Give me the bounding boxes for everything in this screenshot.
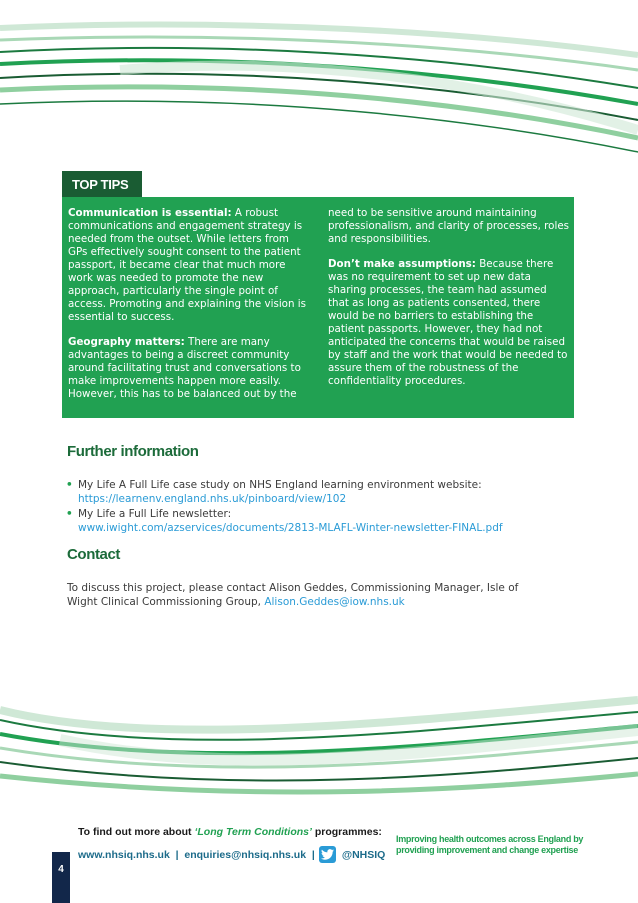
twitter-icon[interactable]: [319, 846, 336, 863]
top-tips-right-column: [328, 207, 570, 400]
contact-email-link[interactable]: Alison.Geddes@iow.nhs.uk: [264, 596, 405, 608]
newsletter-link[interactable]: www.iwight.com/azservices/documents/2813-MLAFL-Winter-newsletter-FINAL.pdf: [78, 522, 503, 534]
tip-geography: Geography matters: There are many advantages to being a discreet community around facilitating trust and conversations to make improvements happen more easily. However, this has to be balanced out by the: [68, 336, 301, 400]
bullet-icon: •: [66, 508, 73, 520]
contact-text: To discuss this project, please contact Alison Geddes, Commissioning Manager, Isle of Wight Clinical Commissioning Group, Alison.Geddes@iow.nhs.uk: [67, 582, 519, 608]
nhsiq-tagline: Improving health outcomes across England by providing improvement and change expertise: [396, 834, 584, 855]
list-item: • My Life a Full Life newsletter: www.iwight.com/azservices/documents/2813-MLAFL-Winter-newsletter-FINAL.pdf: [66, 507, 546, 535]
decorative-swoosh-top: [0, 0, 638, 160]
footer-links: [78, 846, 385, 863]
tip-communication: Communication is essential: A robust communications and engagement strategy is needed from the outset. While letters from GPs effectively sought consent to the patient passport, it became clear that much more work was needed to promote the new approach, particularly the single point of access. Promoting and explaining the vision is essential to success.: [68, 207, 306, 323]
list-item: • My Life A Full Life case study on NHS England learning environment website: https://learnenv.england.nhs.uk/pinboard/view/102: [66, 478, 546, 506]
top-tips-tab: TOP TIPS: [62, 171, 142, 198]
top-tips-box: [62, 197, 574, 418]
tip-geography-continued: need to be sensitive around maintaining professionalism, and clarity of processes, roles and responsibilities.: [328, 207, 570, 245]
case-study-link[interactable]: https://learnenv.england.nhs.uk/pinboard/view/102: [78, 493, 347, 505]
twitter-handle[interactable]: @NHSIQ: [341, 848, 386, 861]
decorative-swoosh-bottom: [0, 690, 638, 810]
further-information-list: [66, 478, 546, 536]
top-tips-left-column: [68, 207, 306, 413]
further-information-heading: Further information: [67, 443, 199, 460]
bullet-icon: •: [66, 479, 73, 491]
page-number: 4: [52, 852, 70, 903]
tip-assumptions: Don’t make assumptions: Because there was no requirement to set up new data sharing processes, the team had assumed that as long as patients consented, there would be no barriers to establishing the patient passports. However, they had not anticipated the concerns that would be raised by staff and the work that would be needed to assure them of the robustness of the confidentiality procedures.: [328, 258, 568, 387]
contact-heading: Contact: [67, 546, 121, 563]
footer-web-email-links[interactable]: www.nhsiq.nhs.uk | enquiries@nhsiq.nhs.uk |: [78, 848, 315, 861]
footer-find-out-more: To find out more about ‘Long Term Conditions’ programmes:: [78, 826, 382, 838]
